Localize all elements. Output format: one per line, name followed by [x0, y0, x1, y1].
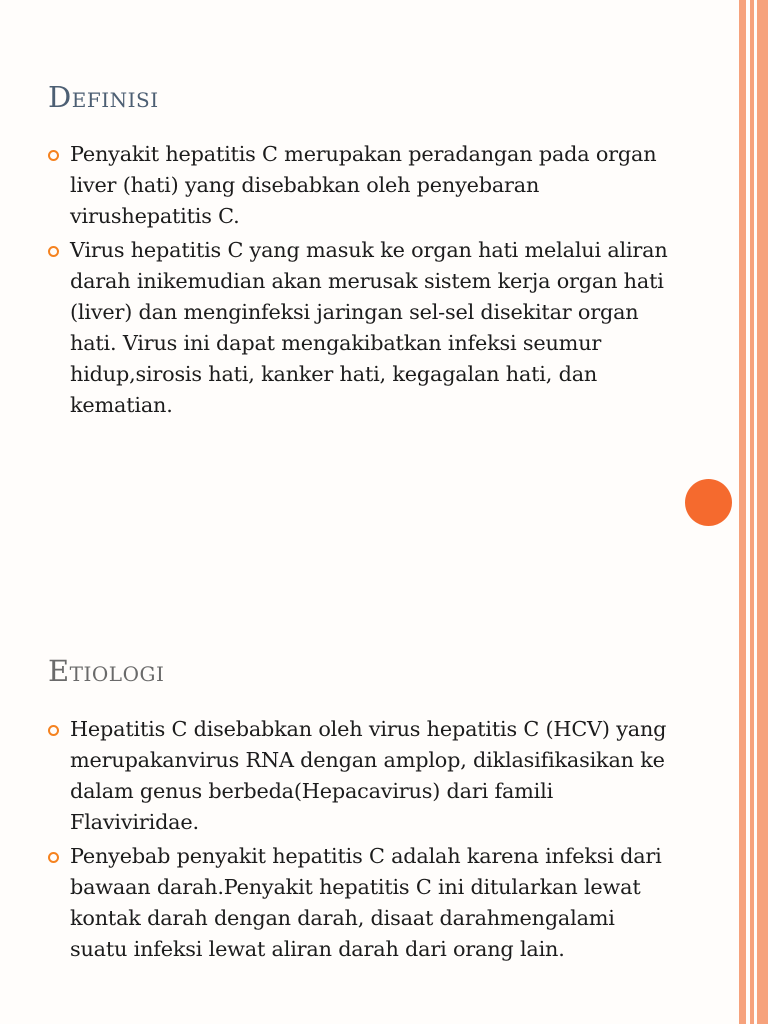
- slide-etiologi: [0, 512, 734, 1024]
- hollow-circle-bullet-icon: [48, 852, 59, 863]
- slide-title: Etiologi: [48, 654, 165, 688]
- hollow-circle-bullet-icon: [48, 150, 59, 161]
- bullet-list: [48, 714, 668, 968]
- bullet-item: [48, 139, 668, 232]
- slide-title: Definisi: [48, 80, 159, 114]
- hollow-circle-bullet-icon: [48, 725, 59, 736]
- bullet-text: Virus hepatitis C yang masuk ke organ hati melalui aliran darah inikemudian akan merusak sistem kerja organ hati (liver) dan menginfeksi jaringan sel-sel disekitar organ hati. Virus ini dapat mengakibatkan infeksi seumur hidup,sirosis hati, kanker hati, kegagalan hati, dan kematian.: [70, 238, 668, 417]
- decorative-stripe: [750, 0, 754, 1024]
- bullet-text: Penyebab penyakit hepatitis C adalah karena infeksi dari bawaan darah.Penyakit hepatitis C ini ditularkan lewat kontak darah dengan darah, disaat darahmengalami suatu infeksi lewat aliran darah dari orang lain.: [70, 844, 662, 961]
- bullet-text: Hepatitis C disebabkan oleh virus hepatitis C (HCV) yang merupakanvirus RNA dengan amplop, diklasifikasikan ke dalam genus berbeda(Hepacavirus) dari famili Flaviviridae.: [70, 717, 667, 834]
- bullet-text: Penyakit hepatitis C merupakan peradangan pada organ liver (hati) yang disebabkan oleh penyebaran virushepatitis C.: [70, 142, 657, 228]
- bullet-item: [48, 841, 668, 965]
- hollow-circle-bullet-icon: [48, 246, 59, 257]
- slide-definisi: [0, 0, 734, 512]
- bullet-list: [48, 139, 668, 424]
- bullet-item: [48, 235, 668, 421]
- bullet-item: [48, 714, 668, 838]
- decorative-stripe: [757, 0, 768, 1024]
- decorative-stripe: [739, 0, 746, 1024]
